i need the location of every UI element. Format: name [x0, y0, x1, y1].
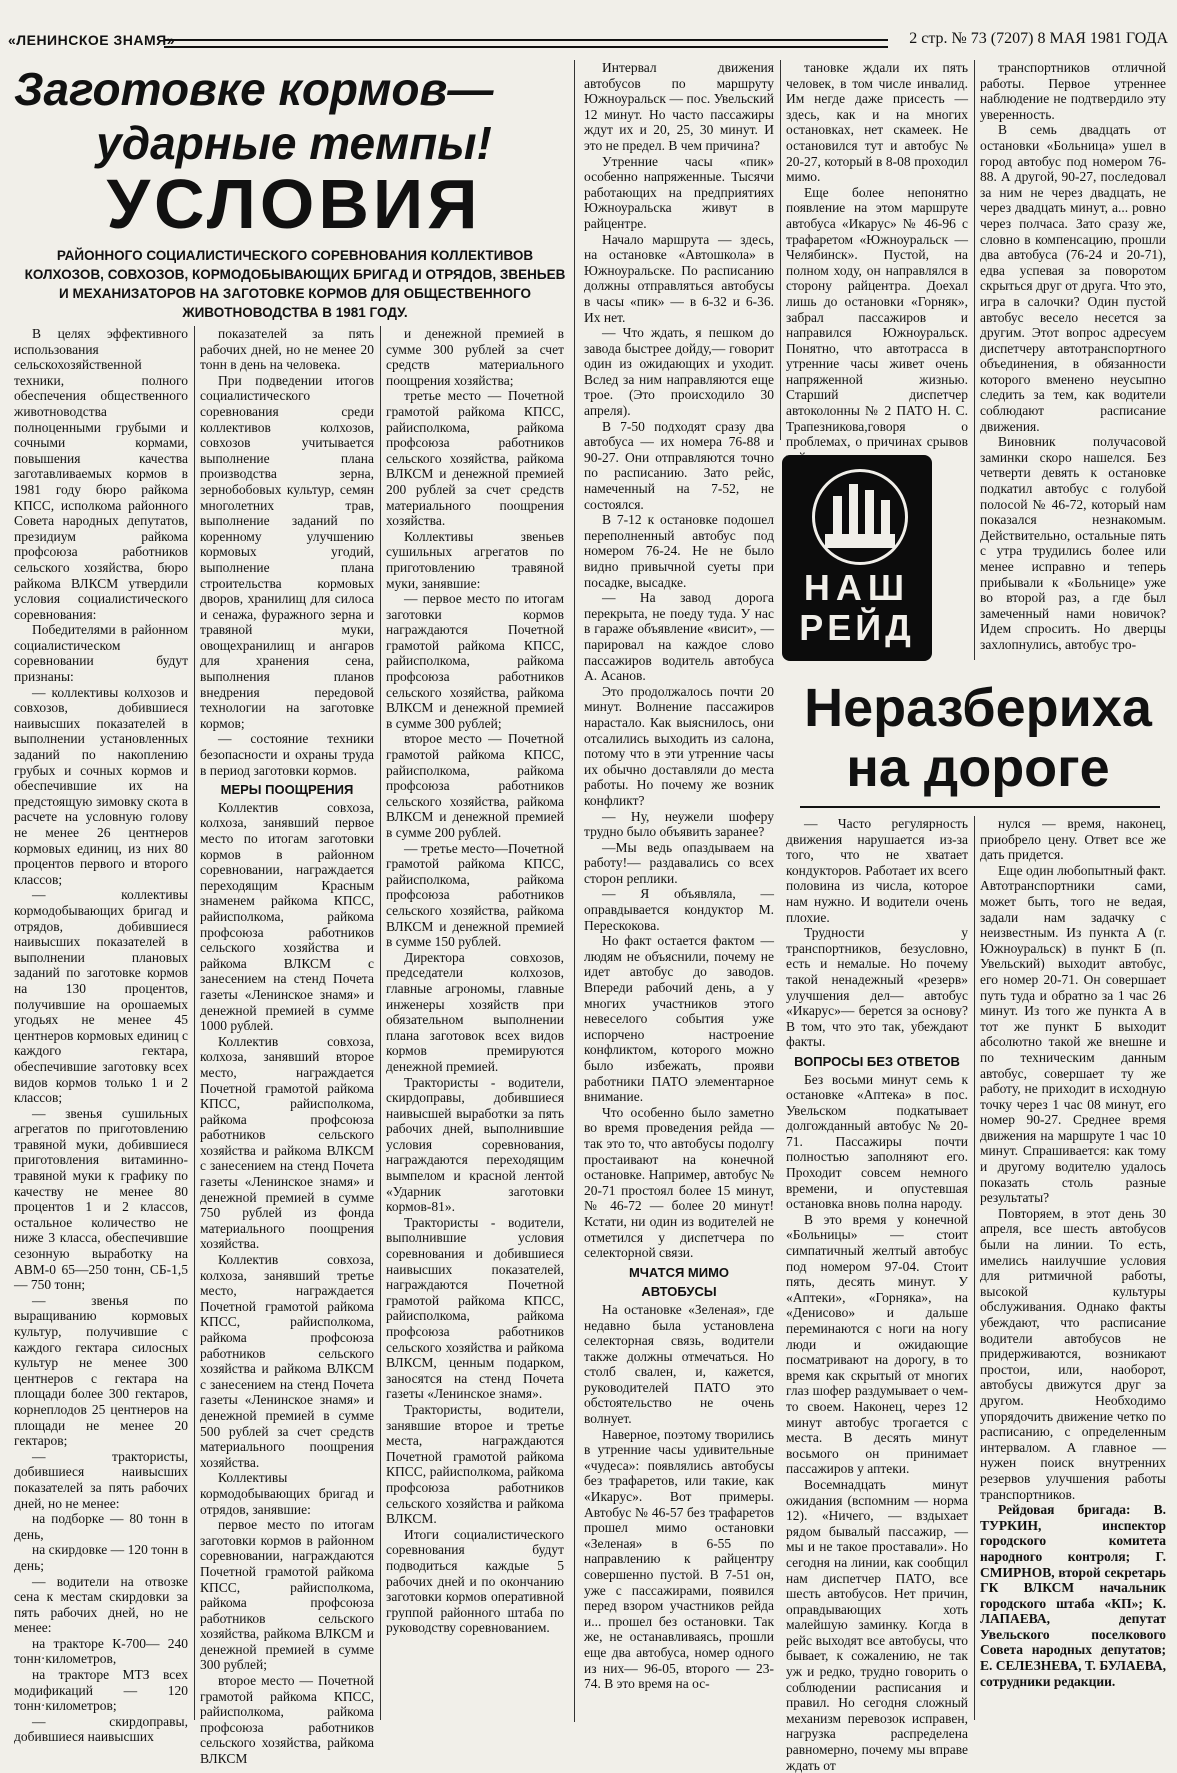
paragraph: — первое место по итогам заготовки кормов награждаются Почетной грамотой райкома КПСС, райисполкома, райкома профсоюза работников сельского хозяйства, райкома ВЛКСМ и денежной премией в сумме 300 рублей;: [386, 591, 564, 731]
paragraph: тановке ждали их пять человек, в том числе инвалид. Им негде даже присесть — здесь, как и на многих остановках, нет скамеек. Не остановился тут и автобус № 20-27, который в 8-08 проходил мимо.: [786, 60, 968, 185]
paragraph: показателей за пять рабочих дней, но не менее 20 тонн в день на человека.: [200, 326, 374, 373]
paragraph: на тракторе МТЗ всех модификаций — 120 тонн·километров;: [14, 1667, 188, 1714]
factory-icon: [812, 469, 908, 565]
paragraph: Еще более непонятно появление на этом маршруте автобуса «Икарус» № 46-96 с трафаретом «Южноуральск — Челябинск». Пустой, на полном ходу, он направлялся в сторону райцентра. Доехал лишь до остановки «Горняк», забрал пассажиров и направился Южноуральск. Понятно, что автотрасса в утренние часы живет очень напряженной жизнью. Старший диспетчер автоколонны № 2 ПАТО Н. С. Трапезникова,говоря о проблемах, о причинах срывов: [786, 184, 968, 450]
paragraph: — Я объявляла, —оправдывается кондуктор М. Перескокова.: [584, 886, 774, 933]
paragraph: Утренние часы «пик» особенно напряженные. Тысячи работающих на предприятиях Южноуральска живут в райцентре.: [584, 153, 774, 231]
headline-line2: ударные темпы!: [96, 117, 492, 169]
paragraph: Повторяем, в этот день 30 апреля, все шесть автобусов были на линии. То есть, имелись наилучшие условия для ритмичной работы, высокой культуры обслуживания. Однако факты убеждают, что расписание водители автобусов не придерживаются, возникают простои, или, наоборот, автобусы движутся друг за другом. Необходимо упорядочить движение четко по расписанию, с определенным интервалом. А главное — нужен поиск внутренних резервов улучшения работы транспортников.: [980, 1205, 1166, 1502]
paragraph: второе место — Почетной грамотой райкома КПСС, райисполкома, райкома профсоюза работников сельского хозяйства, райкома ВЛКСМ: [200, 1673, 374, 1767]
article2-headline: [788, 678, 1168, 798]
article2-col3-top: [980, 60, 1166, 666]
paragraph: — Ну, неужели шоферу трудно было объявить заранее?: [584, 808, 774, 840]
article1-title: УСЛОВИЯ: [106, 165, 482, 243]
paragraph: Трактористы - водители, выполнившие условия соревнования и добившиеся наивысших показателей, награждаются Почетной грамотой райкома КПСС, райисполкома, райкома профсоюза работников сельского хозяйства и райкома ВЛКСМ, ценным подарком, заносятся на стенд Почета газеты «Ленинское знамя».: [386, 1214, 564, 1402]
article1-subtitle: РАЙОННОГО СОЦИАЛИСТИЧЕСКОГО СОРЕВНОВАНИЯ КОЛЛЕКТИВОВ КОЛХОЗОВ, СОВХОЗОВ, КОРМОДОБЫВАЮЩИХ БРИГАД И ОТРЯДОВ, ЗВЕНЬЕВ И МЕХАНИЗАТОРОВ НА ЗАГОТОВКЕ КОРМОВ ДЛЯ ОБЩЕСТВЕННОГО ЖИВОТНОВОДСТВА В 1981 ГОДУ.: [24, 248, 566, 320]
paragraph: Коллективы звеньев сушильных агрегатов по приготовлению травяной муки, занявшие:: [386, 528, 564, 591]
paragraph: Директора совхозов, председатели колхозов, главные агрономы, главные инженеры хозяйств при обязательном выполнении плана заготовок всех видов кормов премируются денежной премией.: [386, 949, 564, 1074]
paper-name: «ЛЕНИНСКОЕ ЗНАМЯ»: [8, 32, 176, 48]
issue-info: 2 стр. № 73 (7207) 8 МАЯ 1981 ГОДА: [909, 30, 1168, 47]
nash-reid-stamp: [782, 455, 932, 661]
article2-col3-bottom: [980, 816, 1166, 1720]
paragraph: второе место — Почетной грамотой райкома КПСС, райисполкома, райкома профсоюза работников сельского хозяйства, райкома ВЛКСМ и денежной премией в сумме 200 рублей.: [386, 731, 564, 840]
column-divider: [974, 816, 975, 1720]
paragraph: В это время у конечной «Больницы» — стоит симпатичный желтый автобус под номером 97-04. Стоит пять, десять минут. У «Аптеки», «Горняка», на «Денисово» и дальше переминаются с ноги на ногу люди и ожидающие посматривают на дорогу, в то время как скрытый от многих глаз шофер раздумывает о чем-то своем. Наконец, через 12 минут автобус трогается с места. В десять минут восьмого он принимает пассажиров у аптеки.: [786, 1211, 968, 1477]
paragraph: Победителями в районном социалистическом соревновании будут признаны:: [14, 622, 188, 685]
paragraph: На остановке «Зеленая», где недавно была установлена селекторная связь, водители также должны отмечаться. Но столб свален, и, кажется, руководителей ПАТО это обстоятельство не очень волнует.: [584, 1301, 774, 1427]
paragraph: При подведении итогов социалистического соревнования среди коллективов колхозов, совхозов учитывается выполнение плана производства зерна, зернобобовых культур, семян многолетних трав, выполнение заданий по коренному улучшению кормовых угодий, выполнение плана строительства кормовых дворов, хранилищ для силоса и сенажа, фуражного зерна и травяной муки, овощехранилищ и ангаров для хранения сена, выполнения планов внедрения передовой технологии на заготовке кормов;: [200, 372, 374, 731]
paragraph: — На завод дорога перекрыта, не поеду туда. У нас в гараже объявление «висит», — парировал на каждое слово пассажиров водитель автобуса А. Асанов.: [584, 590, 774, 684]
paragraph: — третье место—Почетной грамотой райкома КПСС, райисполкома, райкома профсоюза работников сельского хозяйства, райкома ВЛКСМ и денежной премией в сумме 150 рублей.: [386, 840, 564, 950]
paragraph: — звенья по выращиванию кормовых культур, получившие с каждого гектара силосных культур не менее 300 центнеров с гектара на площади более 300 гектаров, корнеплодов 25 центнеров на площади не менее 20 гектаров;: [14, 1292, 188, 1449]
paragraph: Это продолжалось почти 20 минут. Волнение пассажиров нарастало. Как выяснилось, они отсалились выходить из салона, потому что в эти утренние часы их обычно доставляли до места работы. Но почему же возник конфликт?: [584, 683, 774, 808]
masthead-rule: [164, 39, 888, 48]
stamp-word-nash: НАШ: [803, 567, 911, 608]
paragraph: — Часто регулярность движения нарушается из-за того, что не хватает кондукторов. Работает их всего половина из числа, которое нам нужно. И водители очень плохие.: [786, 816, 968, 925]
paragraph: Интервал движения автобусов по маршруту Южноуральск — пос. Увельский 12 минут. Но часто пассажиры ждут их и 20, 25, 30 минут. И это не предел. В чем причина?: [584, 60, 774, 153]
paragraph: на подборке — 80 тонн в день,: [14, 1511, 188, 1542]
article1-col2: [200, 326, 374, 1767]
paragraph: — коллективы колхозов и совхозов, добившиеся наивысших показателей в выполнении установленных заданий по накоплению грубых и сочных кормов и обеспечившие их на предстоящую зимовку скота в расчете на условную голову не менее 26 центнеров кормовых единиц, из них 80 процентов первого и второго классов;: [14, 684, 188, 887]
article2-col2-top: [786, 60, 968, 450]
paragraph: транспортников отличной работы. Первое утреннее наблюдение не подтвердило эту уверенность.: [980, 60, 1166, 122]
article2-col1: [584, 60, 774, 1720]
section-heading: АВТОБУСЫ: [641, 1284, 717, 1300]
paragraph: Что особенно было заметно во время проведения рейда — так это то, что автобусы подолгу простаивают на конечной остановке. Например, автобус № 20-71 простоял более 15 минут, № 46-72 — более 20 минут! Кстати, ни один из водителей не отметился у диспетчера по селекторной связи.: [584, 1104, 774, 1261]
paragraph: — трактористы, добившиеся наивысших показателей за пять рабочих дней, но не менее:: [14, 1448, 188, 1511]
paragraph: — коллективы кормодобывающих бригад и отрядов, добившиеся наивысших показателей в выполнении плановых заданий по заготовке кормов на 130 процентов, получившие на орошаемых угодьях не менее 45 центнеров кормовых единиц с каждого гектара, обеспечившие заготовку всех видов кормов только 1 и 2 классов;: [14, 887, 188, 1106]
raid-signature: Рейдовая бригада: В. ТУРКИН, инспектор городского комитета народного контроля; Г. СМИРНОВ, второй секретарь ГК ВЛКСМ начальник городского штаба «КП»; К. ЛАПАЕВА, депутат Увельского поселкового Совета народных депутатов; Е. СЕЛЕЗНЕВА, Т. БУЛАЕВА, сотрудники редакции.: [980, 1502, 1166, 1689]
paragraph: — звенья сушильных агрегатов по приготовлению травяной муки, добившиеся приготовления витаминно-травяной муки к графику по качеству не менее 80 процентов 1 и 2 классов, остальное количество не ниже 3 класса, обеспечившие сезонную выработку на АВМ-0 65—250 тонн, СБ-1,5 — 750 тонн;: [14, 1105, 188, 1293]
paragraph: Коллективы кормодобывающих бригад и отрядов, занявшие:: [200, 1470, 374, 1517]
section-heading: ВОПРОСЫ БЕЗ ОТВЕТОВ: [794, 1053, 960, 1069]
article2-headline-line2: на дороге: [846, 738, 1110, 798]
article-divider: [574, 60, 575, 1722]
paragraph: на тракторе К-700— 240 тонн·километров,: [14, 1635, 188, 1667]
column-divider: [780, 60, 781, 440]
paragraph: — скирдоправы, добившиеся наивысших: [14, 1713, 188, 1745]
column-divider: [194, 326, 195, 1720]
paragraph: Но факт остается фактом — людям не объяснили, почему не идет автобус до заводов. Впереди рабочий день, а у многих участников этого невеселого события уже испорчено настроение конфликтом, которого можно было избежать, прояви работники ПАТО элементарное внимание.: [584, 933, 774, 1105]
article1-headline: [14, 62, 574, 170]
article1-col1: [14, 326, 188, 1745]
masthead: [8, 30, 1168, 52]
paragraph: Трудности у транспортников, безусловно, есть и немалые. Но почему такой ненадежный «резерв» улучшения дел— автобус «Икарус»— берется за основу? В том, что это так, убеждают факты.: [786, 925, 968, 1050]
paragraph: — Что ждать, я пешком до завода быстрее дойду,— говорит один из ожидающих и уходит. Вслед за ним направляются еще трое. (Это происходило 30 апреля).: [584, 325, 774, 419]
paragraph: Наверное, поэтому творились в утренние часы удивительные «чудеса»: появлялись автобусы без трафаретов, или такие, как «Икарус». Вот примеры. Автобус № 46-57 без трафаретов прошел мимо остановки «Зеленая» в 6-55 по направлению к райцентру совершенно пустой. В 7-51 он, уже с пассажирами, появился перед взором участников рейда и... прошел без остановки. Так же, не останавливаясь, прошли еще два автобуса, номер одного из них— 96-05, второго — 23-74. В это время на ос-: [584, 1426, 774, 1692]
paragraph: В семь двадцать от остановки «Больница» ушел в город автобус под номером 76-88. А другой, 90-27, последовал за ним не через двадцать, не через двадцать минут, а... ровно через полчаса. Зато сразу же, словно в компенсацию, прошли два автобуса (76-24 и 20-71), едва успевая за поворотом скрыться друг от друга. Что это, игра в салочки? Один пустой автобус весело несется за другим. Этот вопрос адресуем диспетчеру автотранспортного объединения, в обязанности которого вменено неусыпно следить за тем, как водители соблюдают расписание движения.: [980, 122, 1166, 434]
paragraph: первое место по итогам заготовки кормов в районном соревновании, награждаются Почетной грамотой райкома КПСС, райисполкома, райкома профсоюза работников сельского хозяйства, райкома ВЛКСМ и денежной премией в сумме 300 рублей;: [200, 1517, 374, 1673]
paragraph: Виновник получасовой заминки скоро нашелся. Без четверти девять к остановке подкатил автобус с голубой полосой № 46-72, который нам показался незнакомым. Действительно, остальные пять с утра трудились более или менее исправно и теперь прибывали к «Больнице» уже во второй раз, а где был замеченный нами новичок? Идем спросить. Но дверцы захлопнулись, автобус тро-: [980, 434, 1166, 652]
paragraph: Еще один любопытный факт. Автотранспортники сами, может быть, того не ведая, задали нам задачку с неизвестным. Из пункта А (г. Южноуральск) в пункт Б (п. Увельский) выходит автобус, его номер 20-71. Он совершает путь туда и обратно за 1 час 26 минут. Из того же пункта А в тот же пункт Б выходит абсолютно такой же внешне и по техническим данным автобус, совершает ту же работу, не приходит в исходную точку через 1 час 08 минут, его номер 90-27. Среднее время движения на маршруте 1 час 10 минут. Спрашивается: как тому и другому водителю удалось показать столь разные результаты?: [980, 862, 1166, 1206]
paragraph: Восемнадцать минут ожидания (вспомним — норма 12). «Ничего, — вздыхает рядом бывалый пассажир, — мы и не такое проставали». Но сегодня на линии, как сообщил нам диспетчер ПАТО, все шесть автобусов. Нет причин, оправдывающих хоть малейшую заминку. Когда в рейс выходят все автобусы, что бывает, к сожалению, не так уж и редко, трудно говорить о соблюдении расписания и правил. Но сегодня сложный механизм перевозок исправен, нагрузка распределена равномерно, почему мы вправе ждать от: [786, 1476, 968, 1773]
headline-line1: Заготовке кормов—: [14, 63, 494, 115]
column-divider: [380, 326, 381, 1720]
paragraph: — состояние техники безопасности и охраны труда в период заготовки кормов.: [200, 731, 374, 778]
paragraph: Коллектив совхоза, колхоза, занявший второе место, награждается Почетной грамотой райкома КПСС, райисполкома, райкома профсоюза работников сельского хозяйства и райкома ВЛКСМ с занесением на стенд Почета газеты «Ленинское знамя» и денежной премией в сумме 750 рублей из фонда материального поощрения хозяйства.: [200, 1033, 374, 1252]
article1-col3: [386, 326, 564, 1720]
paragraph: Трактористы, водители, занявшие второе и третье места, награждаются Почетной грамотой райкома КПСС, райисполкома, райкома профсоюза работников сельского хозяйства и райкома ВЛКСМ.: [386, 1401, 564, 1527]
article2-col2-bottom: [786, 816, 968, 1773]
column-divider: [974, 60, 975, 660]
paragraph: на скирдовке — 120 тонн в день;: [14, 1542, 188, 1573]
headline-rule: [800, 806, 1160, 808]
stamp-word-reid: РЕЙД: [799, 607, 915, 648]
section-heading: МЧАТСЯ МИМО: [628, 1264, 730, 1280]
article2-headline-line1: Неразбериха: [804, 678, 1152, 738]
paragraph: Начало маршрута — здесь, на остановке «Автошкола» в Южноуральске. По расписанию должны отправляться автобусы в часы «пик» — в 6-32 и 6-36. Их нет.: [584, 231, 774, 325]
paragraph: нулся — время, наконец, приобрело цену. Ответ все же дать придется.: [980, 816, 1166, 863]
paragraph: —Мы ведь опаздываем на работу!— раздавались со всех сторон реплики.: [584, 839, 774, 886]
paragraph: Трактористы - водители, скирдоправы, добившиеся наивысшей выработки за пять рабочих дней, выполнившие условия соревнования, награждаются переходящим вымпелом и красной лентой «Ударник заготовки кормов-81».: [386, 1074, 564, 1215]
paragraph: Итоги социалистического соревнования будут подводиться каждые 5 рабочих дней и по окончанию заготовки кормов оперативной группой районного штаба по руководству соревнованием.: [386, 1526, 564, 1636]
paragraph: Коллектив совхоза, колхоза, занявший третье место, награждается Почетной грамотой райкома КПСС, райисполкома, райкома профсоюза работников сельского хозяйства и райкома ВЛКСМ с занесением на стенд Почета газеты «Ленинское знамя» и денежной премией в сумме 500 рублей за счет средств материального поощрения хозяйства.: [200, 1252, 374, 1470]
paragraph: — водители на отвозке сена к местам скирдовки за пять рабочих дней, но не менее:: [14, 1573, 188, 1636]
paragraph: третье место — Почетной грамотой райкома КПСС, райисполкома, райкома профсоюза работников сельского хозяйства, райкома ВЛКСМ и денежной премией 200 рублей за счет средств материального поощрения хозяйства.: [386, 388, 564, 529]
paragraph: В целях эффективного использования сельскохозяйственной техники, полного обеспечения общественного животноводства полноценными грубыми и сочными кормами, повышения качества заготавливаемых кормов в 1981 году бюро райкома КПСС, исполкома районного Совета народных депутатов, президиум райкома профсоюза работников сельского хозяйства, бюро райкома ВЛКСМ утвердили условия социалистического соревнования:: [14, 326, 188, 622]
section-heading: МЕРЫ ПООЩРЕНИЯ: [220, 782, 354, 798]
paragraph: В 7-50 подходят сразу два автобуса — их номера 76-88 и 90-27. Они отправляются точно по расписанию. Зато рейс, намеченный на 7-52, не состоялся.: [584, 418, 774, 512]
paragraph: Коллектив совхоза, колхоза, занявший первое место по итогам заготовки кормов в районном соревновании, награждается переходящим Красным знаменем райкома КПСС, райисполкома, райкома профсоюза работников сельского хозяйства и райкома ВЛКСМ с занесением на стенд Почета газеты «Ленинское знамя» и денежной премией в сумме 1000 рублей.: [200, 799, 374, 1034]
paragraph: и денежной премией в сумме 300 рублей за счет средств материального поощрения хозяйства;: [386, 326, 564, 388]
paragraph: Без восьми минут семь к остановке «Аптека» в пос. Увельском подкатывает долгожданный автобус № 20-71. Пассажиры почти полностью заполняют его. Проходит совсем немного времени, и опустевшая остановка вновь полна народу.: [786, 1071, 968, 1212]
paragraph: В 7-12 к остановке подошел переполненный автобус под номером 76-24. Не не было видно привычной суеты при посадке, высадке.: [584, 512, 774, 590]
